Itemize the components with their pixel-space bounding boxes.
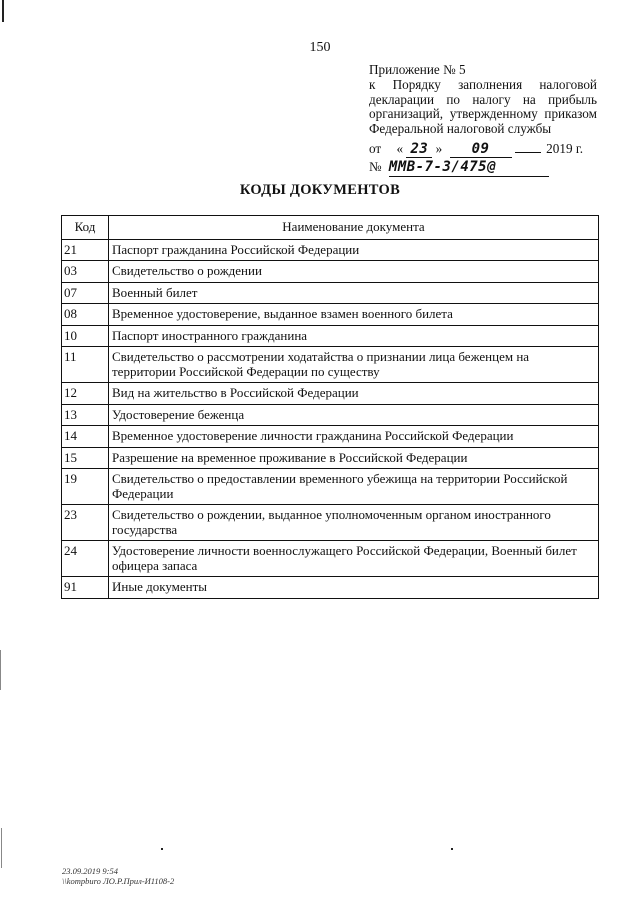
- appendix-line-3: декларации по налогу на прибыль: [369, 91, 597, 107]
- appendix-block: [369, 63, 597, 177]
- row-code: 15: [62, 447, 109, 469]
- date-prefix: от: [369, 140, 382, 156]
- row-name: Временное удостоверение, выданное взамен военного билета: [109, 304, 599, 326]
- table-header-row: [62, 216, 599, 240]
- row-name: Военный билет: [109, 282, 599, 304]
- document-title: КОДЫ ДОКУМЕНТОВ: [239, 182, 401, 198]
- row-name: Паспорт гражданина Российской Федерации: [109, 239, 599, 261]
- appendix-line-2: к Порядку заполнения налоговой: [369, 76, 597, 92]
- table-row: [62, 304, 599, 326]
- row-name: Удостоверение личности военнослужащего Российской Федерации, Военный билет офицера запаса: [109, 541, 599, 577]
- file-path: \\kompburo ЛО.Р.Прил-И1108-2: [62, 876, 175, 886]
- date-open-quote: «: [396, 140, 404, 156]
- number-prefix: №: [369, 158, 382, 174]
- appendix-line-5: Федеральной налоговой службы: [369, 121, 552, 137]
- print-timestamp: 23.09.2019 9:54: [62, 866, 118, 876]
- appendix-title: Приложение № 5: [369, 62, 466, 77]
- order-date-line: [369, 137, 597, 158]
- page-number: 150: [309, 40, 331, 55]
- row-code: 19: [62, 469, 109, 505]
- scan-edge-mark-middle: [0, 650, 1, 690]
- table-row: [62, 347, 599, 383]
- table-row: [62, 577, 599, 599]
- table-row: [62, 404, 599, 426]
- scan-dot-right: [451, 848, 453, 850]
- row-name: Свидетельство о рождении: [109, 261, 599, 283]
- row-code: 24: [62, 541, 109, 577]
- row-code: 23: [62, 505, 109, 541]
- column-header-code: Код: [62, 216, 109, 240]
- row-code: 11: [62, 347, 109, 383]
- scan-edge-mark-top: [2, 0, 4, 22]
- row-code: 13: [62, 404, 109, 426]
- table-row: [62, 239, 599, 261]
- date-month: 09: [450, 142, 512, 158]
- row-name: Свидетельство о предоставлении временного убежища на территории Российской Федерации: [109, 469, 599, 505]
- scan-dot-left: [161, 848, 163, 850]
- row-name: Иные документы: [109, 577, 599, 599]
- row-name: Удостоверение беженца: [109, 404, 599, 426]
- date-close-quote: »: [435, 140, 443, 156]
- row-name: Разрешение на временное проживание в Российской Федерации: [109, 447, 599, 469]
- row-code: 08: [62, 304, 109, 326]
- column-header-name: Наименование документа: [109, 216, 599, 240]
- row-name: Временное удостоверение личности гражданина Российской Федерации: [109, 426, 599, 448]
- table-row: [62, 282, 599, 304]
- date-underline: [515, 137, 541, 153]
- scan-edge-mark-bottom: [1, 828, 2, 868]
- row-name: Паспорт иностранного гражданина: [109, 325, 599, 347]
- row-code: 12: [62, 383, 109, 405]
- print-footer: [62, 866, 174, 886]
- document-codes-table: [61, 215, 599, 599]
- date-year: 2019 г.: [546, 140, 584, 156]
- order-number: ММВ-7-3/475@: [389, 160, 549, 177]
- row-code: 10: [62, 325, 109, 347]
- table-row: [62, 383, 599, 405]
- row-code: 91: [62, 577, 109, 599]
- row-code: 14: [62, 426, 109, 448]
- row-code: 03: [62, 261, 109, 283]
- row-name: Вид на жительство в Российской Федерации: [109, 383, 599, 405]
- table-row: [62, 505, 599, 541]
- table-row: [62, 426, 599, 448]
- date-day: 23: [406, 142, 432, 158]
- table-row: [62, 325, 599, 347]
- table-row: [62, 447, 599, 469]
- table-row: [62, 261, 599, 283]
- order-number-line: [369, 160, 597, 177]
- row-code: 07: [62, 282, 109, 304]
- table-row: [62, 469, 599, 505]
- row-name: Свидетельство о рассмотрении ходатайства о признании лица беженцем на территории Российской Федерации по существу: [109, 347, 599, 383]
- table-row: [62, 541, 599, 577]
- row-name: Свидетельство о рождении, выданное уполномоченным органом иностранного государства: [109, 505, 599, 541]
- row-code: 21: [62, 239, 109, 261]
- appendix-line-4: организаций, утвержденному приказом: [369, 106, 597, 122]
